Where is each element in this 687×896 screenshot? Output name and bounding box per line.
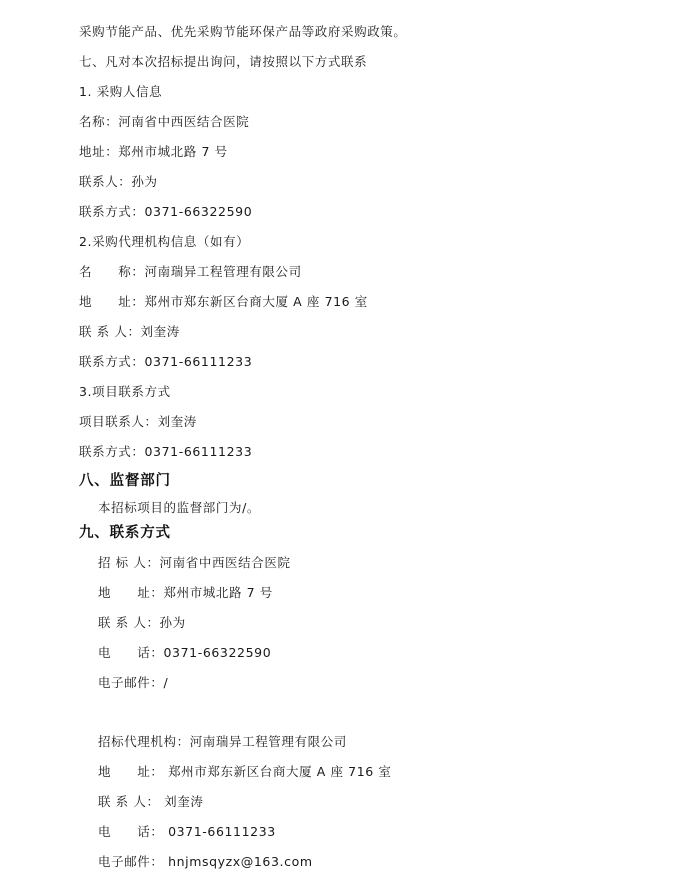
section-8-heading: 八、监督部门 [79,473,171,489]
purchaser-contact: 联系人：孙为 [79,174,158,189]
tenderer-name: 招 标 人：河南省中西医结合医院 [98,555,291,570]
agency2-email-label: 电子邮件： [98,854,169,869]
agency2-contact: 联 系 人： 刘奎涛 [98,794,204,809]
supervision-text: 本招标项目的监督部门为/。 [98,500,261,515]
section-9-heading: 九、联系方式 [79,525,171,541]
agency2-email-row [98,854,313,870]
policy-text: 采购节能产品、优先采购节能环保产品等政府采购政策。 [79,24,407,39]
tenderer-phone: 电 话：0371-66322590 [98,645,272,660]
section-7-title: 七、凡对本次招标提出询问，请按照以下方式联系 [79,54,368,69]
tenderer-email: 电子邮件：/ [98,675,169,690]
agency-name: 名 称：河南瑞异工程管理有限公司 [79,264,302,279]
purchaser-info-title: 1. 采购人信息 [79,84,163,99]
agency-phone: 联系方式：0371-66111233 [79,354,253,369]
project-contact-person: 项目联系人：刘奎涛 [79,414,197,429]
agency-info-title: 2.采购代理机构信息（如有） [79,234,250,249]
agency2-phone: 电 话： 0371-66111233 [98,824,276,839]
purchaser-name: 名称：河南省中西医结合医院 [79,114,250,129]
agency2-name: 招标代理机构：河南瑞异工程管理有限公司 [98,734,347,749]
agency2-email-link[interactable]: hnjmsqyzx@163.com [168,854,313,869]
purchaser-address: 地址：郑州市城北路 7 号 [79,144,228,159]
agency2-address: 地 址： 郑州市郑东新区台商大厦 A 座 716 室 [98,764,392,779]
tenderer-address: 地 址：郑州市城北路 7 号 [98,585,273,600]
agency-contact: 联 系 人：刘奎涛 [79,324,180,339]
purchaser-phone: 联系方式：0371-66322590 [79,204,253,219]
tenderer-contact: 联 系 人：孙为 [98,615,186,630]
project-contact-phone: 联系方式：0371-66111233 [79,444,253,459]
project-contact-title: 3.项目联系方式 [79,384,171,399]
agency-address: 地 址：郑州市郑东新区台商大厦 A 座 716 室 [79,294,368,309]
